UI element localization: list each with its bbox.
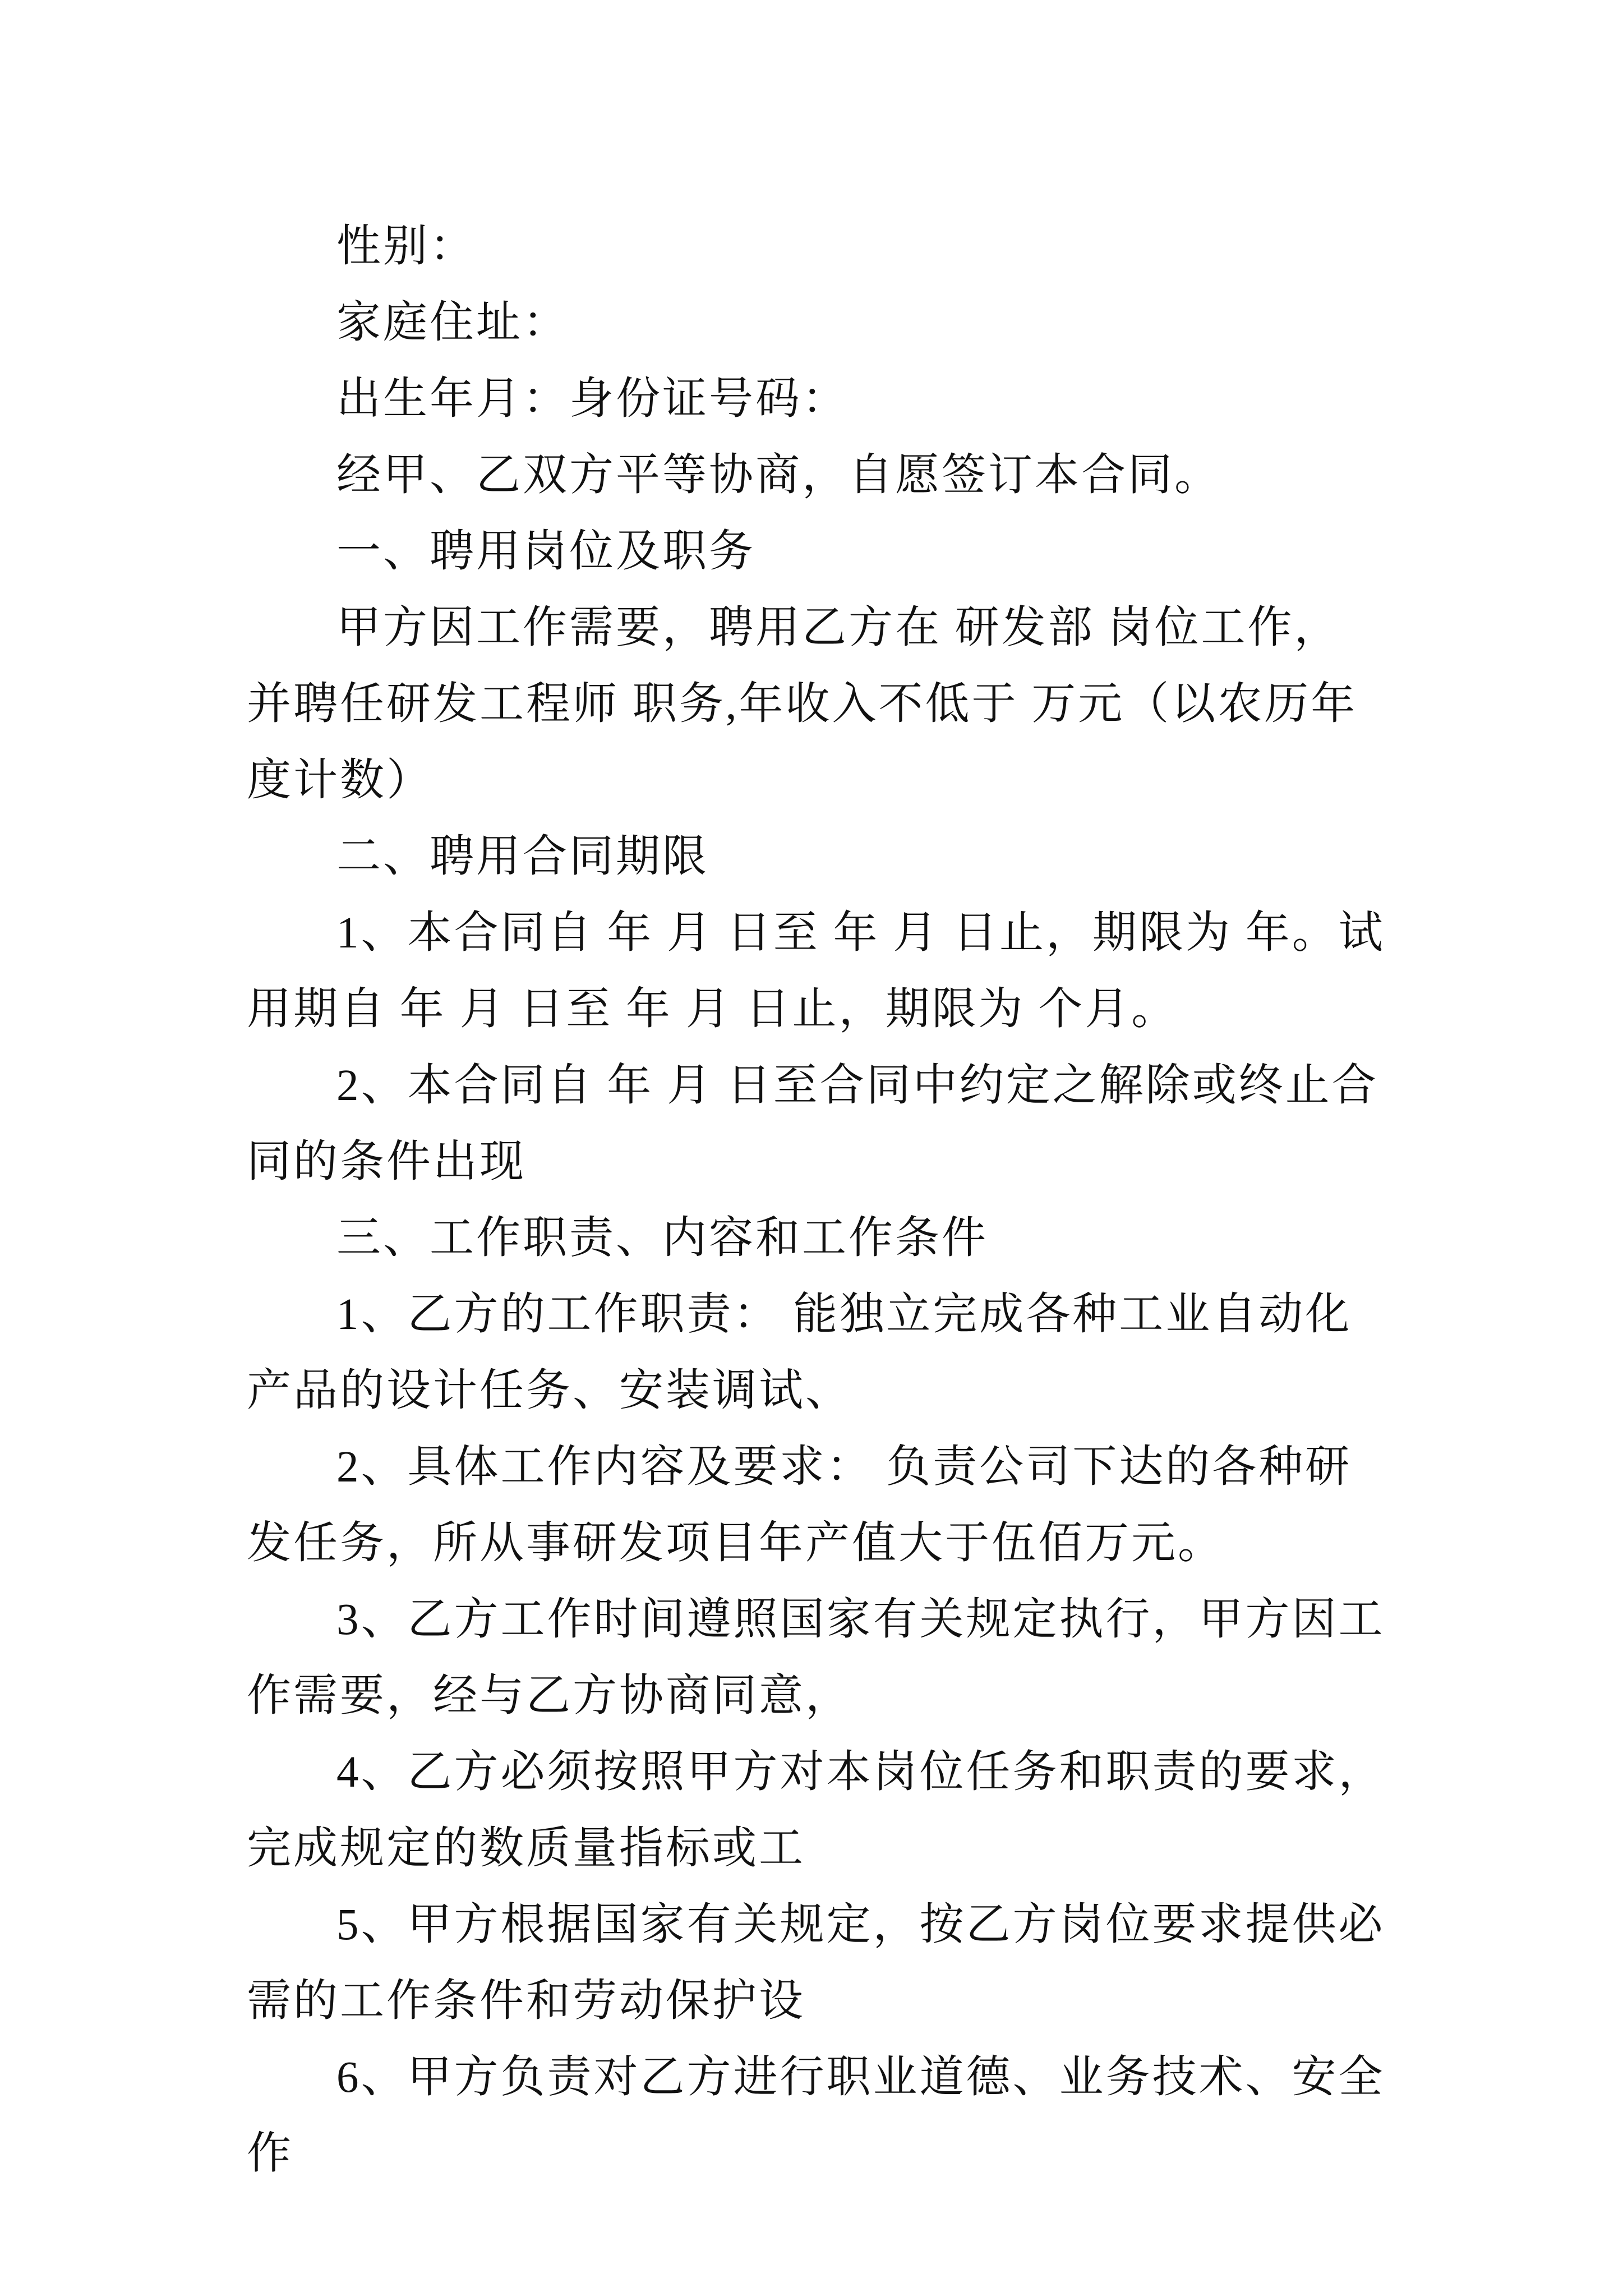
duties-clause-5: 5、甲方根据国家有关规定，按乙方岗位要求提供必需的工作条件和劳动保护设 bbox=[247, 1901, 1385, 2026]
duties-clause-1: 1、乙方的工作职责： 能独立完成各种工业自动化产品的设计任务、安装调试、 bbox=[247, 1290, 1352, 1415]
term-clause-2: 2、本合同自 年 月 日至合同中约定之解除或终止合同的条件出现 bbox=[247, 1061, 1378, 1186]
position-clause: 甲方因工作需要，聘用乙方在 研发部 岗位工作，并聘任研发工程师 职务,年收入不低于 万元（以农历年度计数） bbox=[247, 604, 1358, 805]
section-heading-term: 二、聘用合同期限 bbox=[336, 832, 709, 881]
agreement-statement: 经甲、乙双方平等协商，自愿签订本合同。 bbox=[336, 451, 1221, 500]
field-home-address: 家庭住址： bbox=[336, 298, 569, 347]
section-heading-position: 一、聘用岗位及职务 bbox=[336, 527, 755, 576]
duties-clause-3: 3、乙方工作时间遵照国家有关规定执行，甲方因工作需要，经与乙方协商同意， bbox=[247, 1595, 1385, 1720]
term-clause-1: 1、本合同自 年 月 日至 年 月 日止，期限为 年。试用期自 年 月 日至 年 月 日止，期限为 个月。 bbox=[247, 909, 1385, 1034]
contract-body bbox=[247, 209, 1385, 2192]
duties-clause-6: 6、甲方负责对乙方进行职业道德、业务技术、安全作 bbox=[247, 2053, 1385, 2178]
field-gender: 性别： bbox=[336, 222, 476, 271]
duties-clause-2: 2、具体工作内容及要求： 负责公司下达的各种研发任务，所从事研发项目年产值大于伍佰万元。 bbox=[247, 1443, 1352, 1568]
section-heading-duties: 三、工作职责、内容和工作条件 bbox=[336, 1214, 988, 1263]
field-birth-and-id: 出生年月：身份证号码： bbox=[336, 375, 849, 424]
duties-clause-4: 4、乙方必须按照甲方对本岗位任务和职责的要求，完成规定的数质量指标或工 bbox=[247, 1748, 1385, 1873]
